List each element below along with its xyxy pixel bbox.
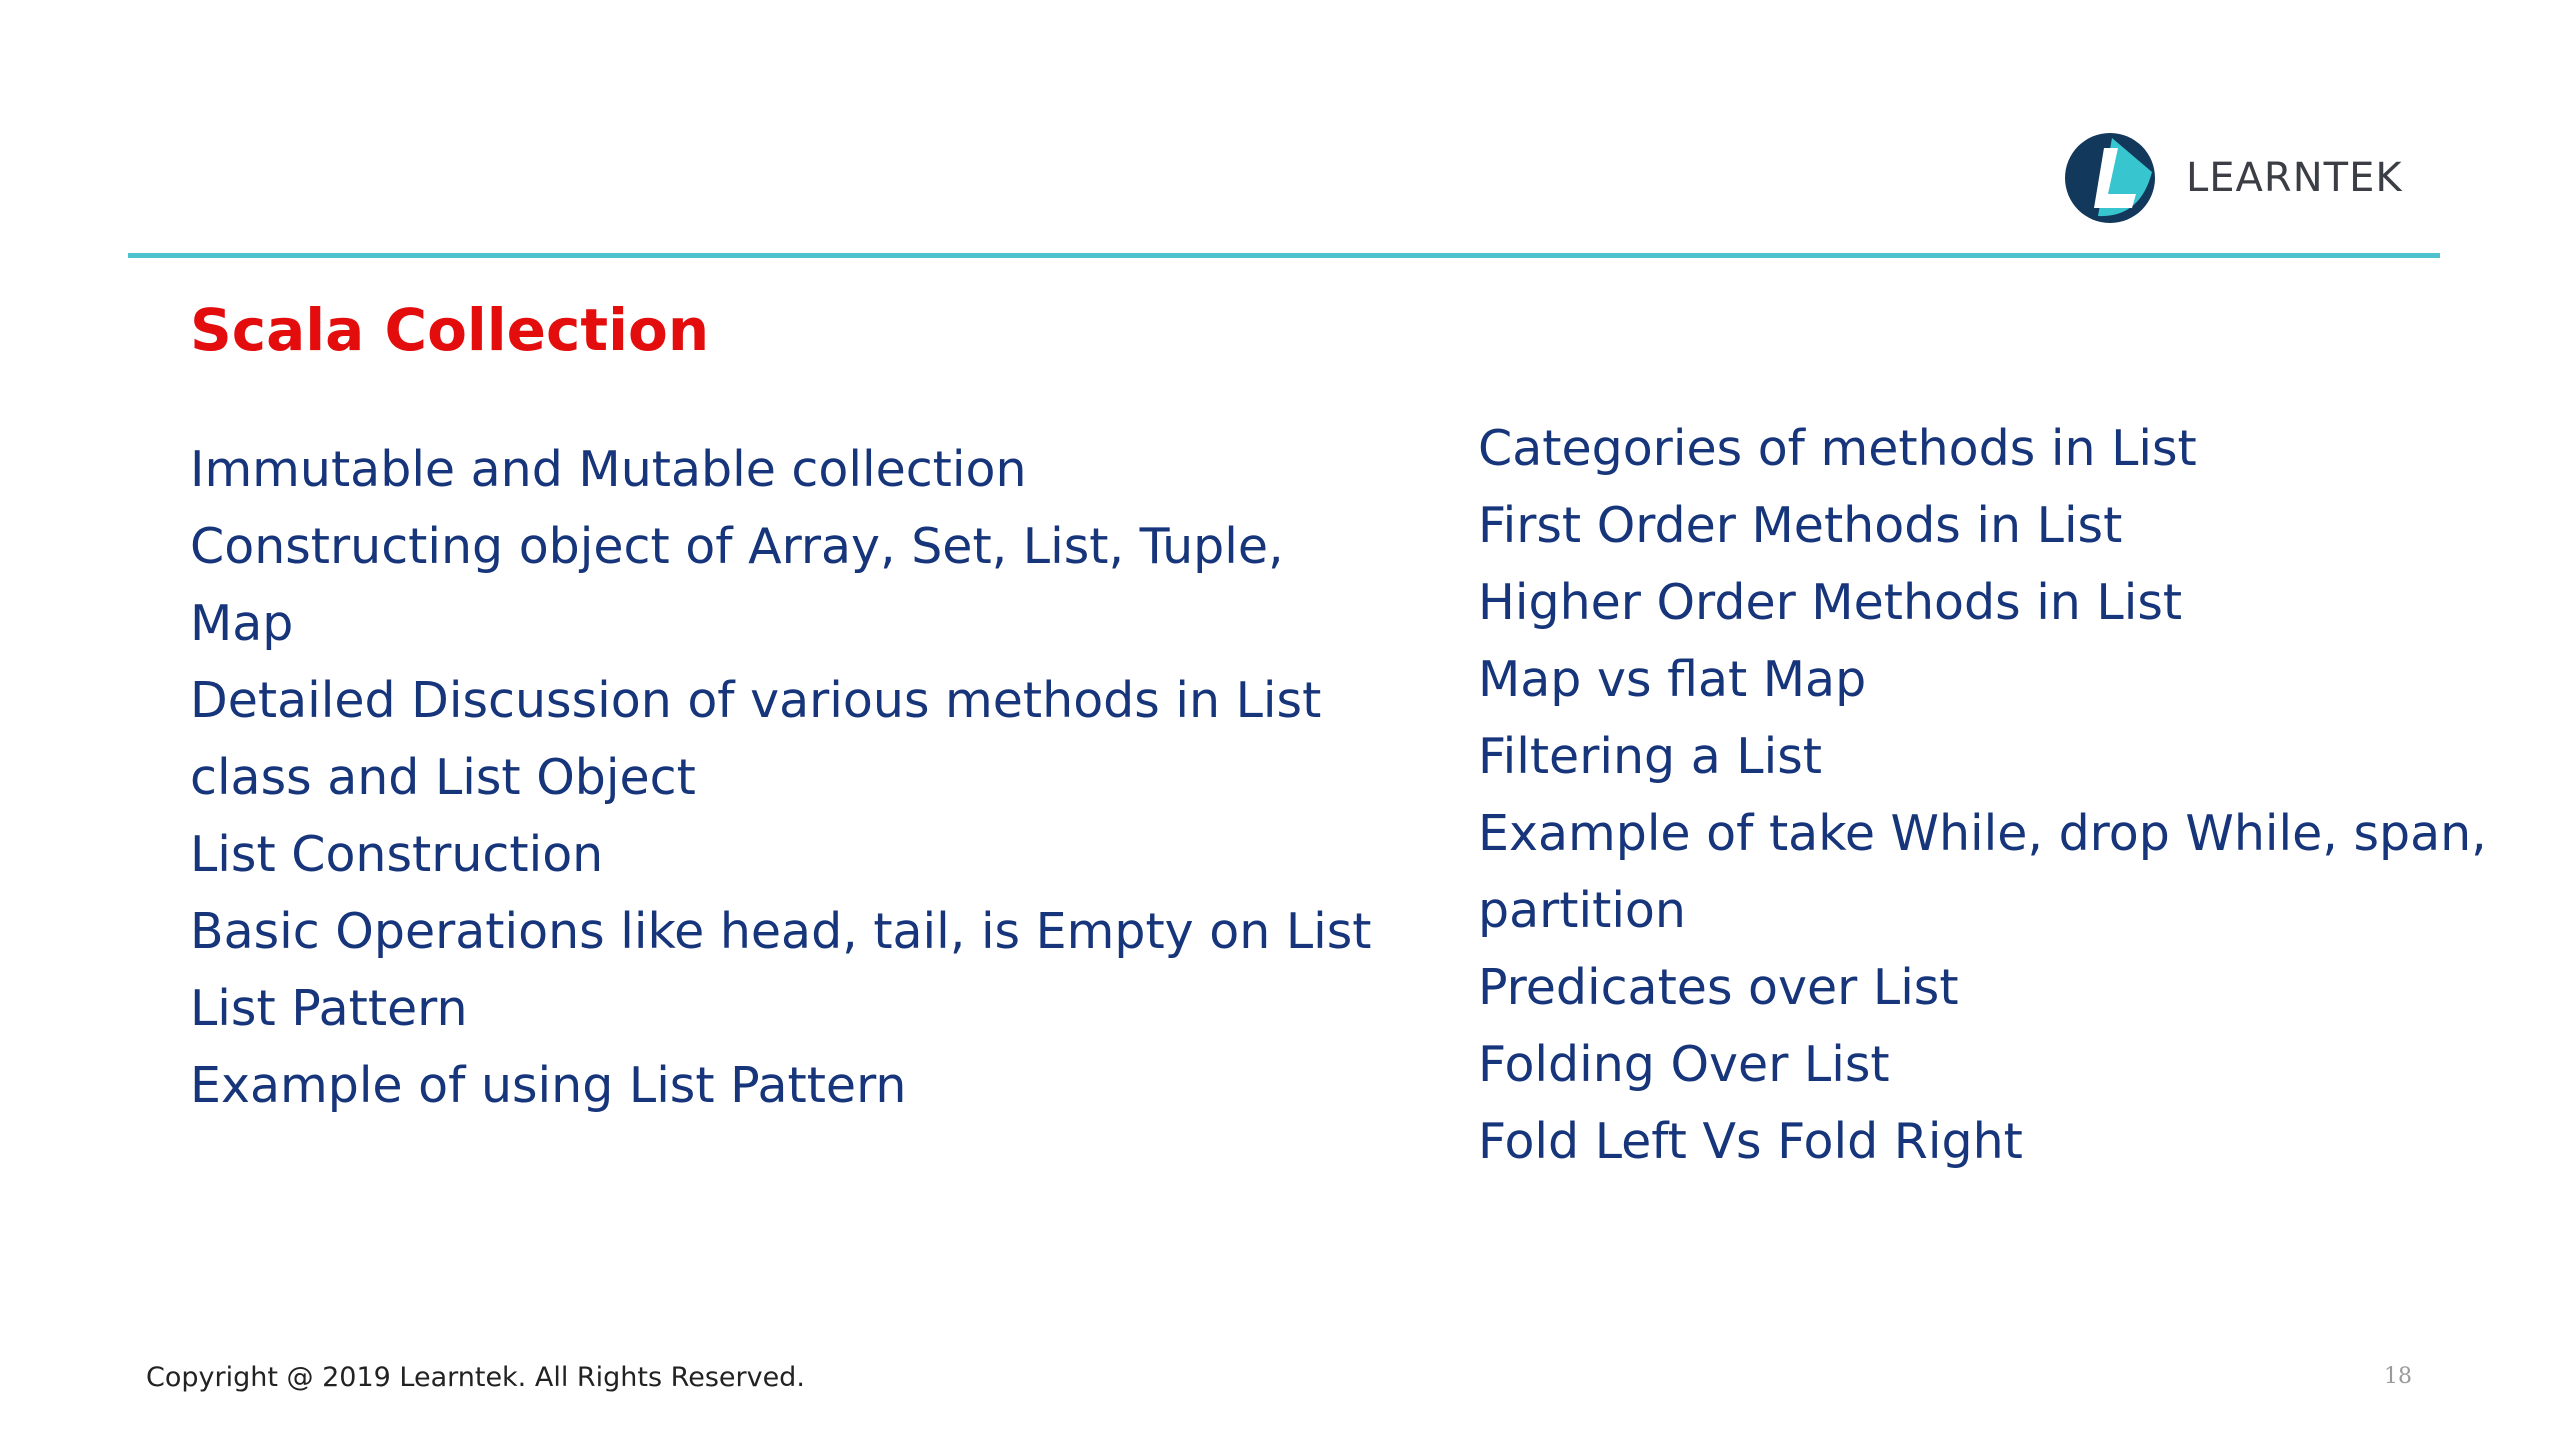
list-item: First Order Methods in List	[1478, 497, 2123, 554]
list-item: Map vs flat Map	[1478, 651, 1867, 708]
list-item: Basic Operations like head, tail, is Empty on List	[190, 903, 1372, 960]
list-item: partition	[1478, 882, 1686, 939]
topic-list-left	[190, 431, 1460, 1124]
page-number: 18	[2384, 1364, 2412, 1389]
list-item: Detailed Discussion of various methods in List	[190, 672, 1322, 729]
list-item: Example of using List Pattern	[190, 1057, 907, 1114]
list-item: Immutable and Mutable collection	[190, 441, 1027, 498]
list-item: Categories of methods in List	[1478, 420, 2197, 477]
brand-name: LEARNTEK	[2186, 155, 2403, 201]
header-divider	[128, 253, 2440, 258]
slide-title: Scala Collection	[190, 296, 710, 364]
list-item: Filtering a List	[1478, 728, 1822, 785]
list-item: Folding Over List	[1478, 1036, 1890, 1093]
topic-list-right	[1478, 410, 2548, 1180]
list-item: class and List Object	[190, 749, 696, 806]
list-item: Constructing object of Array, Set, List, Tuple,	[190, 518, 1284, 575]
brand-logo	[2060, 128, 2403, 228]
list-item: List Pattern	[190, 980, 468, 1037]
list-item: Predicates over List	[1478, 959, 1959, 1016]
list-item: Fold Left Vs Fold Right	[1478, 1113, 2023, 1170]
list-item: Higher Order Methods in List	[1478, 574, 2183, 631]
learntek-logo-icon	[2060, 128, 2160, 228]
list-item: Map	[190, 595, 294, 652]
list-item: List Construction	[190, 826, 604, 883]
copyright-footer: Copyright @ 2019 Learntek. All Rights Reserved.	[146, 1362, 805, 1393]
list-item: Example of take While, drop While, span,	[1478, 805, 2487, 862]
